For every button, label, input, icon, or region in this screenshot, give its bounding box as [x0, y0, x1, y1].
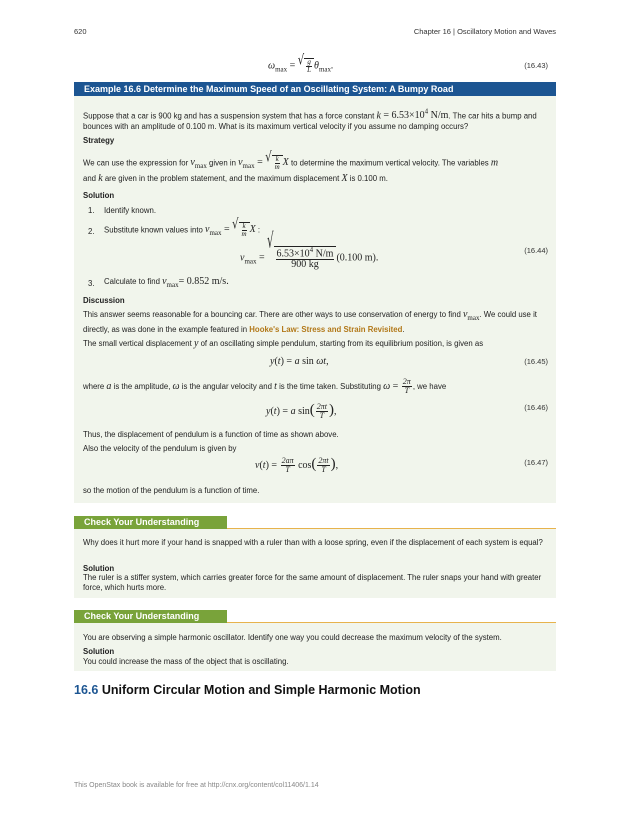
example-title-bar — [74, 82, 556, 96]
step-number: 3. — [88, 279, 95, 288]
where-text: where a is the amplitude, ω is the angular velocity and t is the time taken. Substituting ω = $\frac{2\pi}{T}$ , we have — [83, 377, 447, 395]
cyu-tab-1 — [74, 516, 227, 529]
step-3: Calculate to find $v_{max}= 0.852$ m/s. — [104, 276, 229, 289]
equation-number: (16.46) — [524, 403, 548, 412]
section-heading — [74, 683, 421, 697]
cyu1-answer: The ruler is a stiffer system, which carries greater force for the same amount of displacement. The ruler snaps your hand with greater force, which hurts more. — [83, 573, 542, 592]
cyu1-question: Why does it hurt more if your hand is snapped with a ruler than with a loose spring, even if the displacement of each system is equal? — [83, 538, 543, 547]
hookes-law-link[interactable]: Hooke's Law: Stress and Strain Revisited — [249, 325, 403, 334]
so-text: so the motion of the pendulum is a function of time. — [83, 486, 260, 495]
step-2: Substitute known values into $v_{max}$ = √ $\frac{k}{m}$ X : — [104, 217, 261, 238]
solution-heading: Solution — [83, 191, 115, 200]
equation-16-45: y(t) = a sin ωt, — [270, 356, 329, 367]
cyu2-answer: You could increase the mass of the object that is oscillating. — [83, 657, 289, 666]
thus-text: Thus, the displacement of pendulum is a function of time as shown above. — [83, 430, 339, 439]
discussion-text: This answer seems reasonable for a bouncing car. There are other ways to use conservation of energy to find $v_{max}$. We could use it directly, as was done in the example featured in Hooke's Law: Stress and Strain Revisited. — [83, 309, 537, 334]
page-number: 620 — [74, 27, 87, 36]
section-title: Uniform Circular Motion and Simple Harmonic Motion — [101, 683, 421, 697]
cyu-title-2: Check Your Understanding — [84, 611, 200, 621]
equation-number: (16.47) — [524, 458, 548, 467]
equation-number: (16.45) — [524, 357, 548, 366]
step-number: 1. — [88, 206, 95, 215]
step-number: 2. — [88, 227, 95, 236]
equation-16-43: $\omega_{max}$ = √ $\frac{g}{L}$ $\theta_{max}$. — [268, 53, 334, 74]
pendulum-text: The small vertical displacement y of an oscillating simple pendulum, starting from its equilibrium position, is given as — [83, 338, 484, 349]
equation-number: (16.43) — [524, 61, 548, 70]
equation-16-44: $v_{max}$ = √ $\frac{6.53\times 10^4 N/m}{900 kg}$ (0.100 m). — [240, 230, 379, 271]
step-1: Identify known. — [104, 206, 157, 215]
running-header: Chapter 16 | Oscillatory Motion and Waves — [413, 27, 556, 36]
cyu2-solution-heading: Solution — [83, 647, 115, 656]
equation-number: (16.44) — [524, 246, 548, 255]
equation-16-46: y(t) = a sin( $\frac{2\pi t}{T}$ ), — [266, 402, 337, 421]
also-text: Also the velocity of the pendulum is given by — [83, 444, 237, 453]
strategy-text-line2: and k are given in the problem statement, and the maximum displacement X is 0.100 m. — [83, 173, 388, 184]
strategy-heading: Strategy — [83, 136, 115, 145]
section-number: 16.6 — [74, 683, 99, 697]
cyu-title-1: Check Your Understanding — [84, 517, 200, 527]
footer: This OpenStax book is available for free at http://cnx.org/content/col11406/1.14 — [74, 782, 319, 789]
cyu1-solution-heading: Solution — [83, 564, 115, 573]
example-title: Example 16.6 Determine the Maximum Speed of an Oscillating System: A Bumpy Road — [84, 84, 454, 94]
example-intro: Suppose that a car is 900 kg and has a suspension system that has a force constant $k = 6.53\times 10^4$ N/m. The car hits a bump and bounces with an amplitude of 0.100 m. What is its maximum vertical velocity if you assume no damping occurs? — [83, 108, 537, 132]
equation-16-47: v(t) = $\frac{2a\pi}{T}$ cos( $\frac{2\pi t}{T}$ ), — [255, 456, 339, 475]
cyu-tab-2 — [74, 610, 227, 623]
discussion-heading: Discussion — [83, 296, 125, 305]
strategy-text-line1: We can use the expression for $v_{max}$ given in $v_{max}$ = √ $\frac{k}{m}$ X to determine the maximum vertical velocity. The variables m — [83, 150, 499, 171]
cyu2-question: You are observing a simple harmonic oscillator. Identify one way you could decrease the maximum velocity of the system. — [83, 633, 502, 642]
